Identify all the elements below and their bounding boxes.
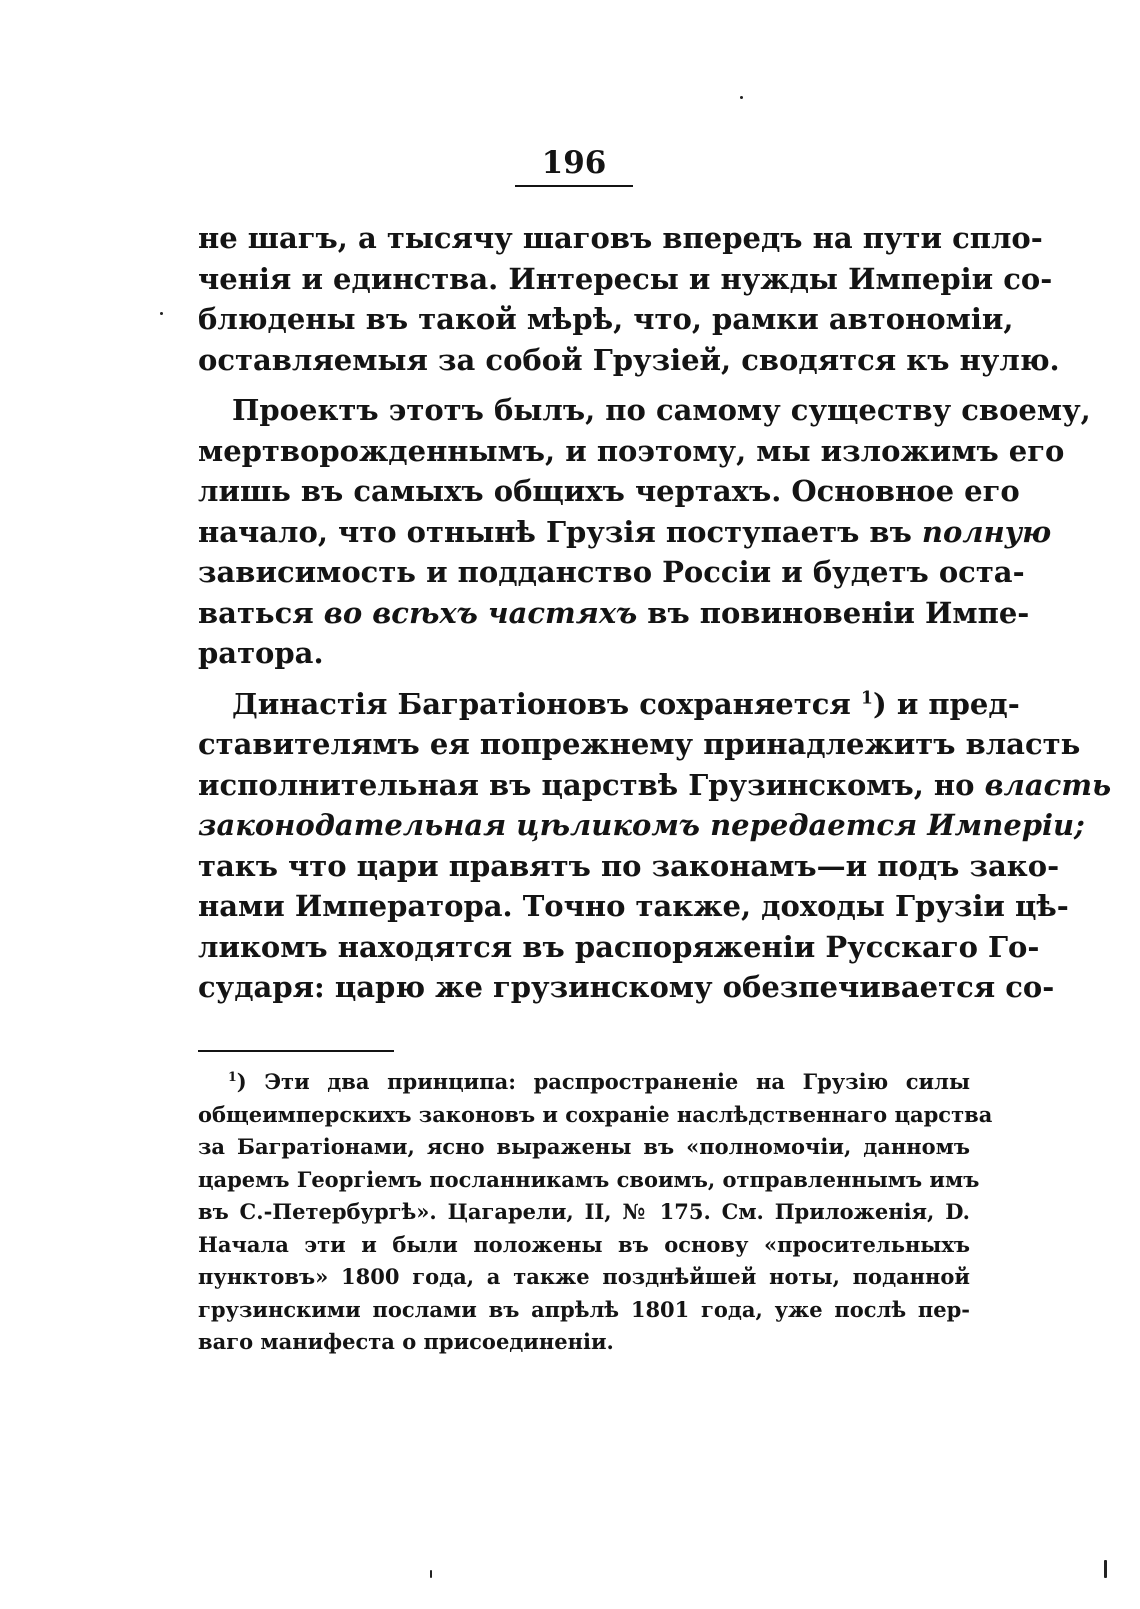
scan-speck xyxy=(430,1570,432,1578)
footnote-marker: 1 xyxy=(228,1069,237,1084)
footnote xyxy=(198,1066,993,1359)
text-line: не шагъ, а тысячу шаговъ впередъ на пути спло- xyxy=(198,221,1043,255)
paragraph xyxy=(198,218,1060,380)
text-segment: исполнительная въ царствѣ Грузинскомъ, но xyxy=(198,767,985,802)
text-line: сударя: царю же грузинскому обезпечивается со- xyxy=(198,970,1055,1004)
text-segment: ) Эти два принципа: распространеніе на Грузію силы xyxy=(236,1069,970,1094)
footnote-reference: 1 xyxy=(860,687,873,708)
body-text xyxy=(198,218,1112,1008)
page-number: 196 xyxy=(541,145,607,181)
scan-speck xyxy=(160,312,163,315)
paragraph xyxy=(198,390,1091,674)
italic-text: полную xyxy=(921,514,1052,549)
text-line: нами Императора. Точно также, доходы Грузіи цѣ- xyxy=(198,889,1069,923)
text-line: ратора. xyxy=(198,636,324,670)
text-line: блюдены въ такой мѣрѣ, что, рамки автономіи, xyxy=(198,302,1014,336)
text-segment: въ повиновеніи Импе- xyxy=(637,595,1030,630)
footnote-line: пунктовъ» 1800 года, а также позднѣйшей ноты, поданной xyxy=(198,1264,970,1289)
scan-speck xyxy=(740,96,743,99)
text-line: Проектъ этотъ былъ, по самому существу своему, xyxy=(232,393,1091,427)
italic-text: во всѣхъ частяхъ xyxy=(323,595,638,630)
footnote-line: Начала эти и были положены въ основу «просительныхъ xyxy=(198,1231,970,1257)
text-line: лишь въ самыхъ общихъ чертахъ. Основное его xyxy=(198,474,1020,508)
text-line: мертворожденнымъ, и поэтому, мы изложимъ его xyxy=(198,433,1065,468)
text-line xyxy=(198,805,1085,846)
text-segment: ) и пред- xyxy=(873,686,1020,721)
text-line xyxy=(198,684,1020,725)
footnote-line: за Багратіонами, ясно выражены въ «полномочіи, данномъ xyxy=(198,1134,970,1159)
text-segment: начало, что отнынѣ Грузія поступаетъ въ xyxy=(198,514,922,549)
italic-text: власть xyxy=(984,767,1112,802)
text-line: ликомъ находятся въ распоряженіи Русскаго Го- xyxy=(198,929,1040,964)
italic-text: законодательная цѣликомъ передается Имперіи; xyxy=(198,808,1085,842)
text-line: зависимость и подданство Россіи и будетъ оста- xyxy=(198,555,1025,589)
text-line: такъ что цари правятъ по законамъ—и подъ зако- xyxy=(198,848,1060,883)
text-line: оставляемыя за собой Грузіей, сводятся къ нулю. xyxy=(198,342,1060,377)
scan-speck xyxy=(1104,1560,1107,1578)
text-segment: Династія Багратіоновъ сохраняется xyxy=(232,686,861,721)
text-line xyxy=(198,593,1030,634)
footnote-separator xyxy=(198,1050,394,1052)
footnote-line: ваго манифеста о присоединеніи. xyxy=(198,1329,614,1354)
footnote-line: царемъ Георгіемъ посланникамъ своимъ, отправленнымъ имъ xyxy=(198,1166,980,1192)
footnote-line: въ С.-Петербургѣ». Цагарели, II, № 175. См. Приложенія, D. xyxy=(198,1199,970,1224)
text-line xyxy=(198,512,1052,553)
text-line: ченія и единства. Интересы и нужды Имперіи со- xyxy=(198,261,1053,296)
text-line: ставителямъ ея попрежнему принадлежитъ власть xyxy=(198,727,1081,761)
footnote-line: грузинскими послами въ апрѣлѣ 1801 года, уже послѣ пер- xyxy=(198,1296,970,1322)
page-number-underline xyxy=(515,185,633,187)
text-line xyxy=(198,765,1112,806)
paragraph xyxy=(198,684,1112,1008)
footnote-line xyxy=(198,1066,970,1099)
text-segment: ваться xyxy=(198,595,324,630)
footnote-line: общеимперскихъ законовъ и сохраніе наслѣдственнаго царства xyxy=(198,1101,993,1127)
